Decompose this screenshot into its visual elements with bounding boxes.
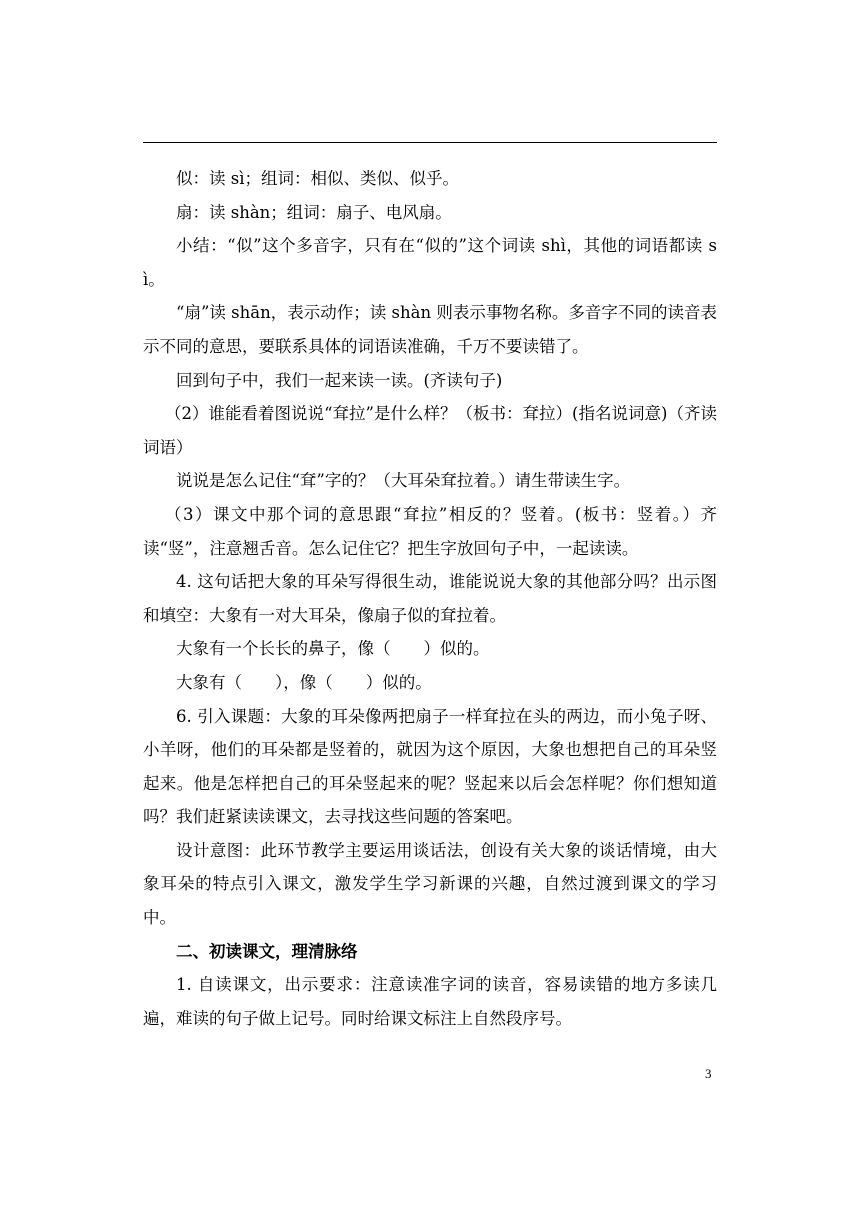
paragraph-shan-pronunciation: 扇：读 shàn；组词：扇子、电风扇。 [176, 202, 452, 222]
header-rule [143, 142, 717, 143]
paragraph-si-pronunciation: 似：读 sì；组词：相似、类似、似乎。 [176, 169, 459, 188]
paragraph-summary-si: 小结：“似”这个多音字，只有在“似的”这个词读 shì，其他的词语都读 sì。 [143, 236, 717, 289]
section-heading: 二、初读课文，理清脉络 [176, 941, 358, 961]
document-body [143, 162, 717, 1035]
paragraph-read-sentence: 回到句子中，我们一起来读一读。(齐读句子) [176, 370, 503, 390]
paragraph-summary-shan: “扇”读 shān，表示动作；读 shàn 则表示事物名称。多音字不同的读音表示不同的意思，要联系具体的词语读准确，千万不要读错了。 [143, 303, 717, 356]
paragraph-design-intent: 设计意图：此环节教学主要运用谈话法，创设有关大象的谈话情境，由大象耳朵的特点引入课文，激发学生学习新课的兴趣，自然过渡到课文的学习中。 [143, 840, 717, 928]
paragraph-remember-da: 说说是怎么记住“耷”字的？（大耳朵耷拉着。）请生带读生字。 [176, 471, 631, 491]
paragraph-item-6: 6. 引入课题：大象的耳朵像两把扇子一样耷拉在头的两边，而小兔子呀、小羊呀，他们的耳朵都是竖着的，就因为这个原因，大象也想把自己的耳朵竖起来。他是怎样把自己的耳朵竖起来的呢？竖起来以后会怎样呢？你们想知道吗？我们赶紧读读课文，去寻找这些问题的答案吧。 [143, 706, 717, 827]
paragraph-dala-question: （2）谁能看着图说说“耷拉”是什么样？（板书：耷拉）(指名说词意)（齐读词语） [143, 404, 717, 457]
page-number: 3 [705, 1066, 712, 1081]
paragraph-item-4: 4. 这句话把大象的耳朵写得很生动，谁能说说大象的其他部分吗？出示图和填空：大象有一对大耳朵，像扇子似的耷拉着。 [143, 572, 717, 625]
paragraph-item-1: 1. 自读课文，出示要求：注意读准字词的读音，容易读错的地方多读几遍，难读的句子做上记号。同时给课文标注上自然段序号。 [143, 975, 717, 1028]
paragraph-fill-blank-nose: 大象有一个长长的鼻子，像（ ）似的。 [176, 639, 490, 659]
paragraph-fill-blank-general: 大象有（ ），像（ ）似的。 [176, 672, 432, 692]
paragraph-opposite-word: （3）课文中那个词的意思跟“耷拉”相反的？竖着。(板书：竖着。）齐读“竖”，注意翘舌音。怎么记住它？把生字放回句子中，一起读读。 [143, 504, 717, 558]
